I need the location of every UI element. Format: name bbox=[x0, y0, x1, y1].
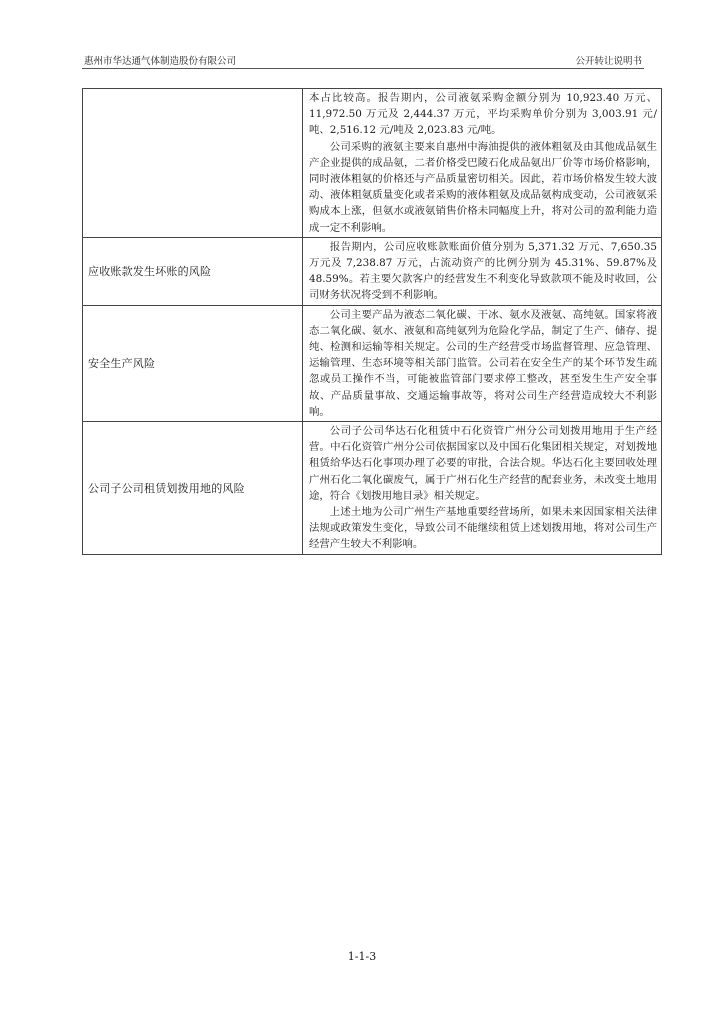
risk-paragraph: 公司子公司华达石化租赁中石化资管广州分公司划拨用地用于生产经营。中石化资管广州分公司依据国家以及中国石化集团相关规定，对划拨地租赁给华达石化事项办理了必要的审批，合法合规。华达石化主要回收处理广州石化二氧化碳废气，属于广州石化生产经营的配套业务，未改变土地用途，符合《划拨用地目录》相关规定。 bbox=[309, 425, 657, 502]
risk-name: 公司子公司租赁划拨用地的风险 bbox=[83, 422, 303, 555]
risk-paragraph: 报告期内，公司应收账款账面价值分别为 5,371.32 万元、7,650.35 万元及 7,238.87 万元，占流动资产的比例分别为 45.31%、59.87%及 48.59%。若主要欠款客户的经营发生不利变化导致款项不能及时收回，公司财务状况将受到不利影响。 bbox=[309, 240, 657, 302]
risk-row bbox=[83, 305, 662, 421]
risk-description bbox=[303, 89, 662, 238]
page-header bbox=[82, 50, 644, 68]
risk-paragraph: 上述土地为公司广州生产基地重要经营场所，如果未来因国家相关法律法规或政策发生变化，导致公司不能继续租赁上述划拨用地，将对公司生产经营产生较大不利影响。 bbox=[309, 506, 657, 551]
risk-name: 应收账款发生坏账的风险 bbox=[83, 237, 303, 305]
risk-table bbox=[82, 88, 662, 555]
company-name: 惠州市华达通气体制造股份有限公司 bbox=[84, 56, 237, 67]
risk-row bbox=[83, 422, 662, 555]
risk-paragraph: 本占比较高。报告期内，公司液氨采购金额分别为 10,923.40 万元、11,972.50 万元及 2,444.37 万元，平均采购单价分别为 3,003.91 元/吨、2,516.12 元/吨及 2,023.83 元/吨。 bbox=[309, 92, 657, 137]
risk-name: 安全生产风险 bbox=[83, 305, 303, 421]
risk-paragraph: 公司采购的液氨主要来自惠州中海油提供的液体粗氨及由其他成品氨生产企业提供的成品氨，二者价格受巴陵石化成品氨出厂价等市场价格影响，同时液体粗氨的价格还与产品质量密切相关。因此，若市场价格发生较大波动、液体粗氨质量变化或者采购的液体粗氨及成品氨构成变动，公司液氨采购成本上涨，但氨水或液氨销售价格未同幅度上升，将对公司的盈利能力造成一定不利影响。 bbox=[309, 140, 657, 234]
risk-paragraph: 公司主要产品为液态二氧化碳、干冰、氨水及液氨、高纯氨。国家将液态二氧化碳、氨水、液氨和高纯氨列为危险化学品，制定了生产、储存、提纯、检测和运输等相关规定。公司的生产经营受市场监督管理、应急管理、运输管理、生态环境等相关部门监管。公司若在安全生产的某个环节发生疏忽或员工操作不当，可能被监管部门要求停工整改，甚至发生生产安全事故、产品质量事故、交通运输事故等，将对公司生产经营造成较大不利影响。 bbox=[309, 308, 657, 418]
header-divider bbox=[82, 68, 644, 69]
risk-name bbox=[83, 89, 303, 238]
risk-row bbox=[83, 237, 662, 305]
risk-description bbox=[303, 422, 662, 555]
risk-row bbox=[83, 89, 662, 238]
risk-description bbox=[303, 305, 662, 421]
page-number: 1-1-3 bbox=[347, 950, 377, 963]
risk-description bbox=[303, 237, 662, 305]
document-title: 公开转让说明书 bbox=[575, 56, 642, 67]
